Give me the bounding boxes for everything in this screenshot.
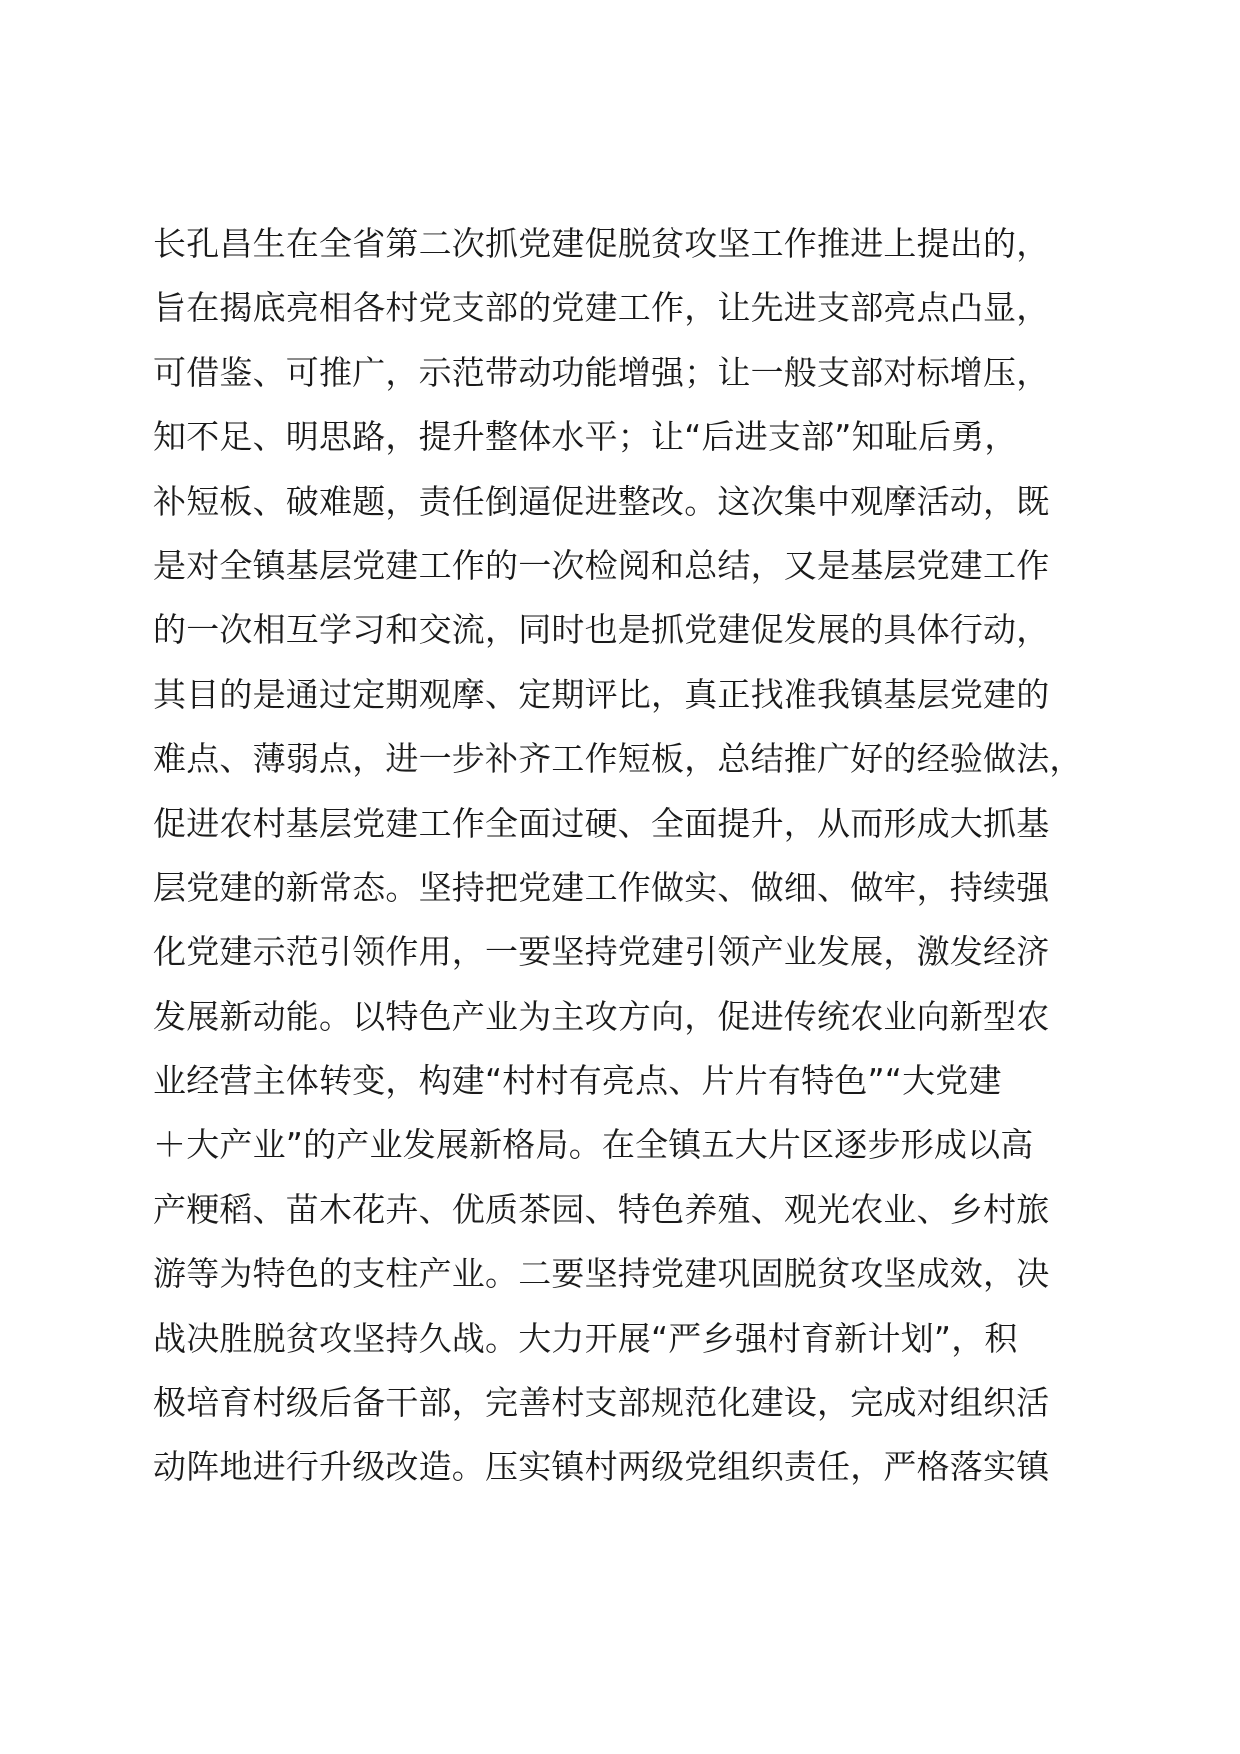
text-line: 补短板、破难题，责任倒逼促进整改。这次集中观摩活动，既 — [153, 481, 1050, 521]
text-line: 战决胜脱贫攻坚持久战。大力开展“严乡强村育新计划”，积 — [153, 1318, 1018, 1358]
text-line: 层党建的新常态。坚持把党建工作做实、做细、做牢，持续强 — [153, 867, 1050, 907]
text-line: 极培育村级后备干部，完善村支部规范化建设，完成对组织活 — [153, 1383, 1050, 1423]
text-line: ＋大产业”的产业发展新格局。在全镇五大片区逐步形成以高 — [153, 1125, 1034, 1165]
text-line: 旨在揭底亮相各村党支部的党建工作，让先进支部亮点凸显， — [153, 288, 1050, 328]
text-line: 可借鉴、可推广，示范带动功能增强；让一般支部对标增压， — [153, 352, 1050, 392]
text-line: 长孔昌生在全省第二次抓党建促脱贫攻坚工作推进上提出的， — [153, 224, 1050, 263]
body-text — [153, 212, 1153, 1500]
text-line: 知不足、明思路，提升整体水平；让“后进支部”知耻后勇， — [153, 417, 1018, 457]
text-line: 动阵地进行升级改造。压实镇村两级党组织责任，严格落实镇 — [153, 1447, 1050, 1487]
text-line: 产粳稻、苗木花卉、优质茶园、特色养殖、观光农业、乡村旅 — [153, 1189, 1050, 1229]
text-line: 发展新动能。以特色产业为主攻方向，促进传统农业向新型农 — [153, 996, 1050, 1036]
text-line: 的一次相互学习和交流，同时也是抓党建促发展的具体行动， — [153, 610, 1050, 650]
text-line: 化党建示范引领作用，一要坚持党建引领产业发展，激发经济 — [153, 932, 1050, 972]
text-line: 促进农村基层党建工作全面过硬、全面提升，从而形成大抓基 — [153, 803, 1050, 843]
text-line: 难点、薄弱点，进一步补齐工作短板，总结推广好的经验做法， — [153, 739, 1083, 779]
text-line: 是对全镇基层党建工作的一次检阅和总结，又是基层党建工作 — [153, 545, 1050, 585]
text-line: 业经营主体转变，构建“村村有亮点、片片有特色”“大党建 — [153, 1061, 1002, 1101]
text-line: 其目的是通过定期观摩、定期评比，真正找准我镇基层党建的 — [153, 674, 1050, 714]
text-line: 游等为特色的支柱产业。二要坚持党建巩固脱贫攻坚成效，决 — [153, 1254, 1050, 1294]
